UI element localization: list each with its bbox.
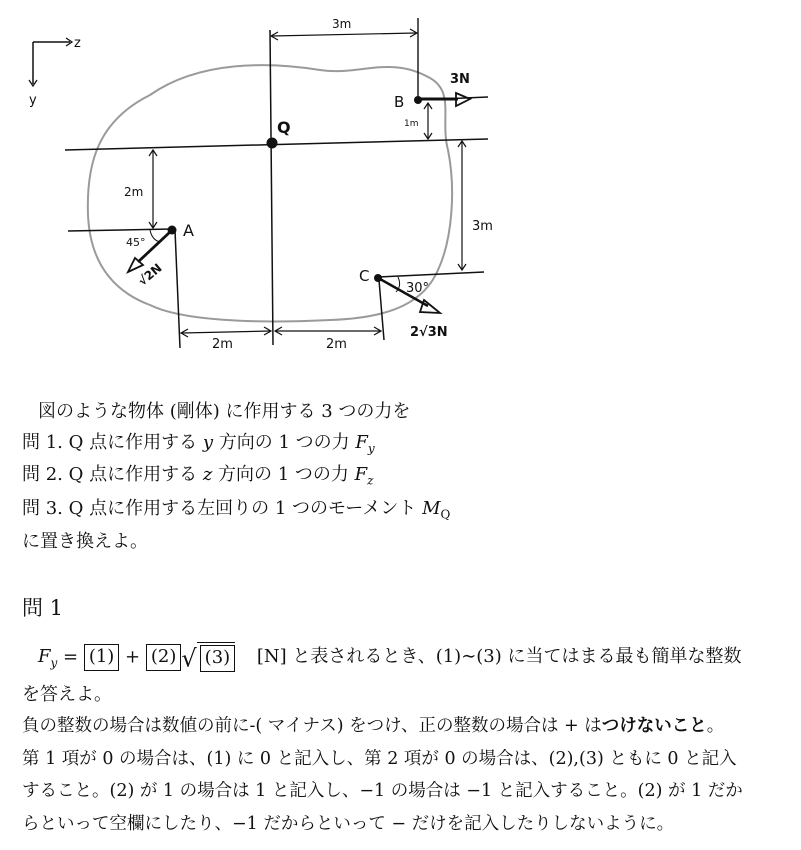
eq-lhs: F [38, 646, 51, 668]
sqrt-symbol: √ (3) [181, 642, 235, 673]
angle-c-label: 30° [406, 281, 430, 296]
axis-z-label: z [74, 36, 81, 51]
axis-indicator [29, 36, 81, 108]
question-1: 問 1. Q 点に作用する y 方向の 1 つの力 $F_y$ [22, 432, 375, 456]
force-b-label: 3N [450, 72, 470, 87]
dim-2m-left-label: 2m [124, 185, 144, 199]
label-a: A [183, 221, 194, 240]
dim-bottom-right-label: 2m [326, 337, 347, 352]
force-a-label: √2N [135, 260, 165, 289]
angle-a-label: 45° [126, 236, 146, 249]
dim-bottom-left-label: 2m [212, 337, 233, 352]
answer-box-2[interactable]: (2) [146, 644, 182, 671]
section-heading: 問 1 [22, 596, 64, 620]
dim-1m-label: 1m [404, 119, 419, 129]
question-3: 問 3. Q 点に作用する左回りの 1 つのモーメント $M_Q$ [22, 498, 451, 522]
label-c: C [359, 267, 370, 285]
dim-top-arrow [272, 33, 416, 36]
answer-box-3[interactable]: (3) [200, 645, 236, 672]
q-vertical-line [270, 30, 273, 345]
answer-box-1[interactable]: (1) [84, 644, 120, 671]
intro-line-5: に置き換えよ。 [22, 531, 148, 552]
rules-line-4: らといって空欄にしたり、−1 だからといって − だけを記入したりしないように。 [22, 814, 675, 834]
dim-3m-right-label: 3m [472, 219, 493, 234]
rules-line-2: 第 1 項が 0 の場合は、(1) に 0 と記入し、第 2 項が 0 の場合は、(2),(3) ともに 0 と記入 [22, 749, 737, 769]
label-b: B [394, 93, 405, 111]
intro-line-1: 図のような物体 (剛体) に作用する 3 つの力を [38, 401, 411, 422]
axis-y-label: y [29, 93, 37, 108]
rules-line-3: すること。(2) が 1 の場合は 1 と記入し、−1 の場合は −1 と記入すること。(2) が 1 だか [22, 781, 743, 801]
equation-line-2: を答えよ。 [22, 684, 112, 705]
rules-line-1: 負の整数の場合は数値の前に-( マイナス) をつけ、正の整数の場合は + はつけないこと。 [22, 716, 725, 736]
label-q: Q [277, 118, 291, 137]
force-c-label: 2√3N [410, 325, 448, 340]
equation-line: $F_y = (1) + (2)$ √ (3) [N] と表されるとき、(1)∼(3) に当てはまる最も簡単な整数 [22, 642, 782, 673]
mechanics-figure [0, 0, 801, 370]
dim-top-label: 3m [332, 17, 352, 31]
question-2: 問 2. Q 点に作用する z 方向の 1 つの力 $F_z$ [22, 464, 374, 488]
point-q [267, 138, 278, 149]
